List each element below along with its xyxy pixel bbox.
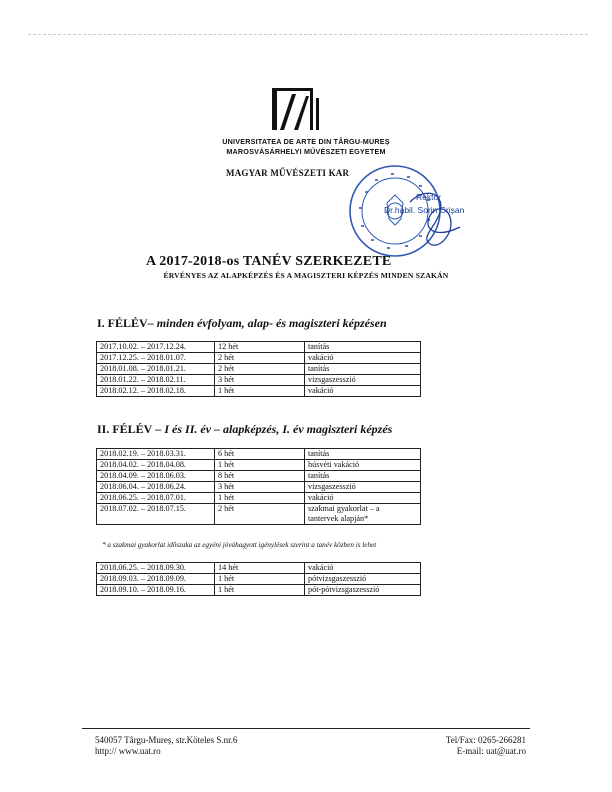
university-name-hu: MAROSVÁSÁRHELYI MŰVÉSZETI EGYETEM xyxy=(226,147,386,156)
table-row xyxy=(97,460,421,471)
weeks-cell: 14 hét xyxy=(215,563,305,574)
activity-cell: tanítás xyxy=(305,364,421,375)
activity-cell: húsvéti vakáció xyxy=(305,460,421,471)
document-subtitle: ÉRVÉNYES AZ ALAPKÉPZÉS ÉS A MAGISZTERI KÉPZÉS MINDEN SZAKÁN xyxy=(163,271,449,280)
semester2-table xyxy=(96,448,421,525)
semester1-heading xyxy=(97,316,387,331)
period-cell: 2018.01.08. – 2018.01.21. xyxy=(97,364,215,375)
period-cell: 2018.02.12. – 2018.02.18. xyxy=(97,386,215,397)
weeks-cell: 6 hét xyxy=(215,449,305,460)
weeks-cell: 2 hét xyxy=(215,504,305,525)
university-logo-icon xyxy=(270,84,322,132)
weeks-cell: 1 hét xyxy=(215,585,305,596)
rector-name: Dr.habil. Sorin Crișan xyxy=(384,205,465,215)
weeks-cell: 8 hét xyxy=(215,471,305,482)
period-cell: 2018.04.02. – 2018.04.08. xyxy=(97,460,215,471)
table-row xyxy=(97,386,421,397)
activity-line: szakmai gyakorlat – a xyxy=(308,504,380,513)
period-cell: 2018.06.25. – 2018.07.01. xyxy=(97,493,215,504)
table-row xyxy=(97,353,421,364)
weeks-cell: 1 hét xyxy=(215,574,305,585)
footer-email: E-mail: uat@uat.ro xyxy=(456,746,526,756)
period-cell: 2017.10.02. – 2017.12.24. xyxy=(97,342,215,353)
period-cell: 2018.09.10. – 2018.09.16. xyxy=(97,585,215,596)
semester2-description: – I és II. év – alapképzés, I. év magiszteri képzés xyxy=(152,422,393,436)
activity-cell: pót-pótvizsgaszesszió xyxy=(305,585,421,596)
rector-label: Rektor xyxy=(416,192,442,202)
activity-cell: vakáció xyxy=(305,386,421,397)
period-cell: 2018.06.25. – 2018.09.30. xyxy=(97,563,215,574)
weeks-cell: 1 hét xyxy=(215,493,305,504)
semester1-table xyxy=(96,341,421,397)
university-name-ro: UNIVERSITATEA DE ARTE DIN TÂRGU-MUREȘ xyxy=(222,137,390,146)
period-cell: 2017.12.25. – 2018.01.07. xyxy=(97,353,215,364)
activity-cell: tanítás xyxy=(305,449,421,460)
activity-cell: tanítás xyxy=(305,342,421,353)
table-row xyxy=(97,449,421,460)
weeks-cell: 12 hét xyxy=(215,342,305,353)
table-row xyxy=(97,482,421,493)
footer-phone: Tel/Fax: 0265-266281 xyxy=(445,735,526,745)
table-row xyxy=(97,585,421,596)
activity-cell: pótvizsgaszesszió xyxy=(305,574,421,585)
semester1-label: I. FÉLÉV xyxy=(97,316,148,330)
table-row xyxy=(97,375,421,386)
weeks-cell: 1 hét xyxy=(215,460,305,471)
weeks-cell: 2 hét xyxy=(215,364,305,375)
activity-cell: tanítás xyxy=(305,471,421,482)
period-cell: 2018.01.22. – 2018.02.11. xyxy=(97,375,215,386)
weeks-cell: 3 hét xyxy=(215,375,305,386)
period-cell: 2018.06.04. – 2018.06.24. xyxy=(97,482,215,493)
semester2-heading xyxy=(97,422,392,437)
semester1-description: – minden évfolyam, alap- és magiszteri képzésen xyxy=(147,316,387,330)
weeks-cell: 2 hét xyxy=(215,353,305,364)
table-row xyxy=(97,563,421,574)
activity-cell xyxy=(305,504,421,525)
weeks-cell: 3 hét xyxy=(215,482,305,493)
activity-cell: vizsgaszesszió xyxy=(305,482,421,493)
summer-table xyxy=(96,562,421,596)
footnote: * a szakmai gyakorlat időszaka az egyéni jóváhagyott igénylések szerint a tanév közben is lehet xyxy=(102,541,377,549)
table-row xyxy=(97,342,421,353)
table-row xyxy=(97,364,421,375)
table-row xyxy=(97,504,421,525)
activity-cell: vakáció xyxy=(305,563,421,574)
faculty-name: MAGYAR MŰVÉSZETI KAR xyxy=(226,168,350,178)
activity-cell: vizsgaszesszió xyxy=(305,375,421,386)
activity-cell: vakáció xyxy=(305,353,421,364)
activity-line: tantervek alapján* xyxy=(308,514,369,523)
footer-divider xyxy=(82,728,530,729)
weeks-cell: 1 hét xyxy=(215,386,305,397)
period-cell: 2018.09.03. – 2018.09.09. xyxy=(97,574,215,585)
period-cell: 2018.07.02. – 2018.07.15. xyxy=(97,504,215,525)
table-row xyxy=(97,471,421,482)
document-title: A 2017-2018-os TANÉV SZERKEZETE xyxy=(146,254,392,269)
activity-cell: vakáció xyxy=(305,493,421,504)
table-row xyxy=(97,574,421,585)
footer-website: http:// www.uat.ro xyxy=(95,746,161,756)
table-row xyxy=(97,493,421,504)
footer-address: 540057 Târgu-Mureș, str.Köteles S.nr.6 xyxy=(95,735,238,745)
scan-artifact-line xyxy=(28,34,588,35)
semester2-label: II. FÉLÉV xyxy=(97,422,153,436)
rector-signature xyxy=(400,182,470,252)
period-cell: 2018.02.19. – 2018.03.31. xyxy=(97,449,215,460)
period-cell: 2018.04.09. – 2018.06.03. xyxy=(97,471,215,482)
